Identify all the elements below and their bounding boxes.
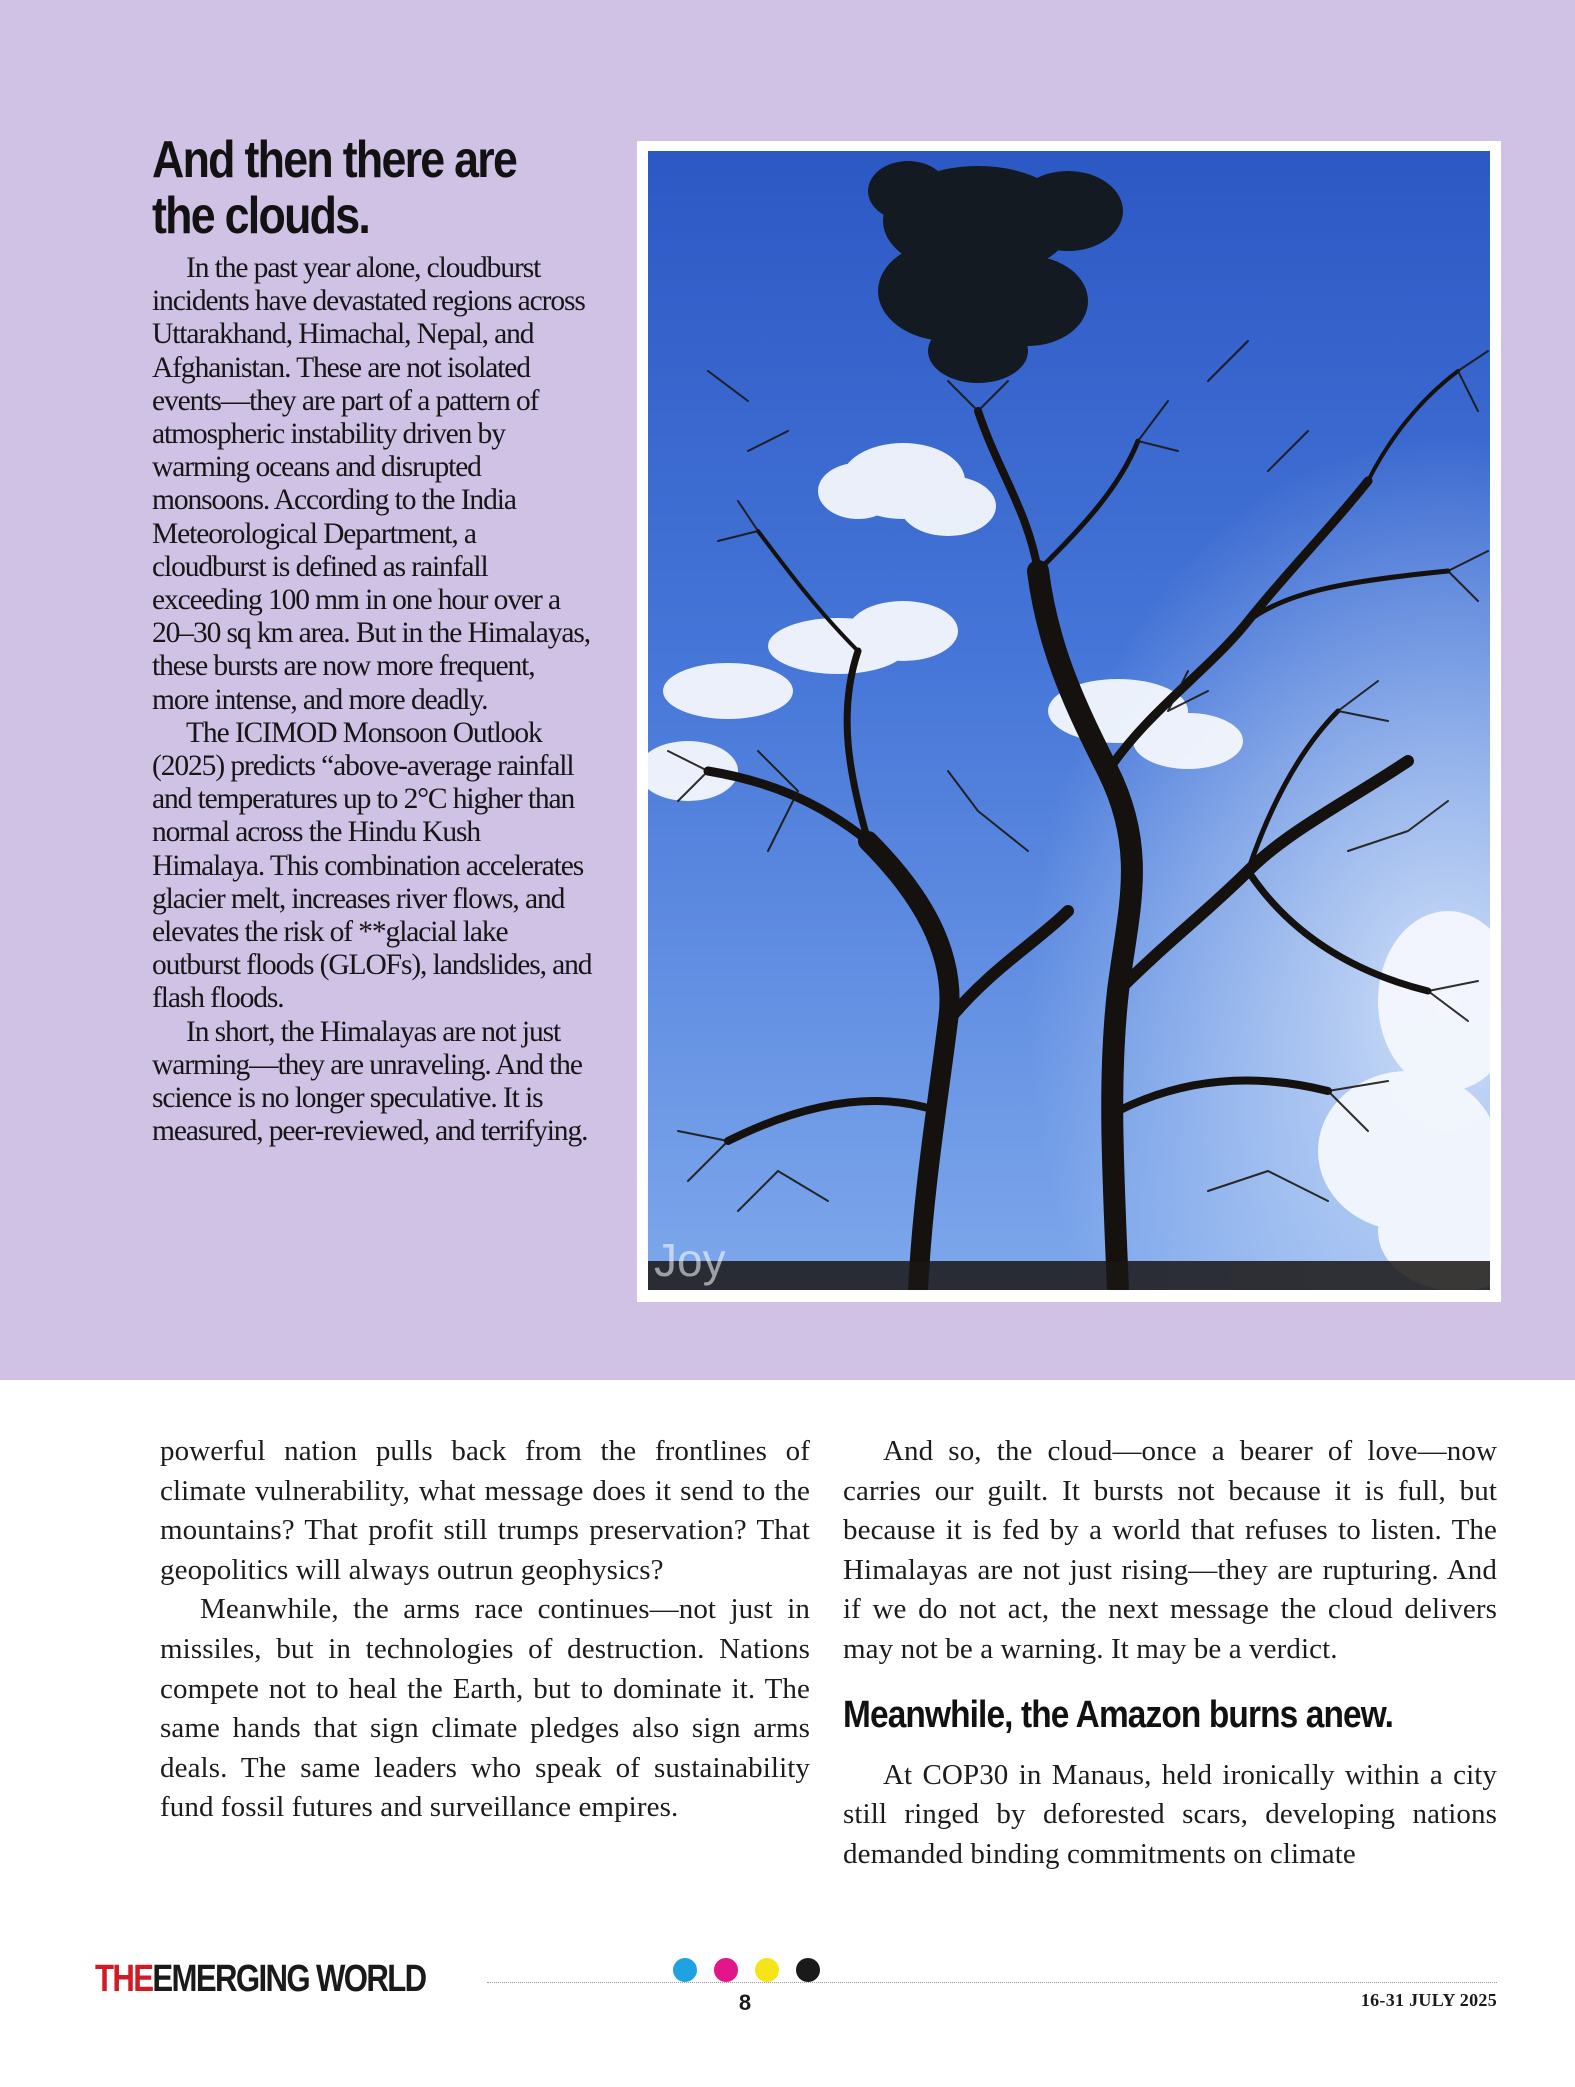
sidebar-heading bbox=[152, 132, 599, 244]
registration-marks bbox=[673, 1958, 820, 1982]
right-column bbox=[843, 1432, 1497, 1874]
body-paragraph: Meanwhile, the arms race continues—not just in missiles, but in technologies of destruction. Nations compete not to heal the Earth, but to dominate it. The same hands that sign climate pledges also sign arms deals. The same leaders who speak of sustainability fund fossil futures and surveillance empires. bbox=[160, 1593, 810, 1824]
logo-emerging-world: EMERGING WORLD bbox=[152, 1958, 426, 2000]
sidebar-body bbox=[152, 252, 594, 1148]
sidebar-paragraph: In short, the Himalayas are not just warming—they are unraveling. And the science is no longer speculative. It is measured, peer-reviewed, and terrifying. bbox=[152, 1015, 588, 1148]
section-heading: Meanwhile, the Amazon burns anew. bbox=[843, 1693, 1394, 1736]
photo-illustration bbox=[648, 151, 1490, 1290]
registration-dot-yellow bbox=[755, 1958, 779, 1982]
registration-dot-cyan bbox=[673, 1958, 697, 1982]
registration-dot-magenta bbox=[714, 1958, 738, 1982]
page-number: 8 bbox=[738, 1990, 752, 2015]
sidebar-article bbox=[152, 132, 594, 1148]
logo-the: THE bbox=[95, 1958, 153, 2000]
body-paragraph: At COP30 in Manaus, held ironically within a city still ringed by deforested scars, developing nations demanded binding commitments on climate bbox=[843, 1758, 1497, 1870]
sidebar-heading-line2: the clouds. bbox=[152, 187, 370, 245]
tree-sky-photo bbox=[637, 141, 1501, 1302]
photo-watermark: Joy bbox=[654, 1234, 726, 1286]
footer-divider bbox=[487, 1982, 1497, 1983]
publication-logo bbox=[95, 1958, 425, 2001]
sidebar-paragraph: In the past year alone, cloudburst incidents have devastated regions across Uttarakhand, Himachal, Nepal, and Afghanistan. These are not isolated events—they are part of a pattern of atmospheric instability driven by warming oceans and disrupted monsoons. According to the India Meteorological Department, a cloudburst is defined as rainfall exceeding 100 mm in one hour over a 20–30 sq km area. But in the Himalayas, these bursts are now more frequent, more intense, and more deadly. bbox=[152, 252, 591, 716]
left-column bbox=[160, 1432, 810, 1828]
sidebar-paragraph: The ICIMOD Monsoon Outlook (2025) predicts “above-average rainfall and temperatures up to 2°C higher than normal across the Hindu Kush Himalaya. This combination accelerates glacier melt, increases river flows, and elevates the risk of **glacial lake outburst floods (GLOFs), landslides, and flash floods. bbox=[152, 716, 592, 1015]
issue-date: 16-31 JULY 2025 bbox=[1360, 1990, 1497, 2010]
body-paragraph: powerful nation pulls back from the frontlines of climate vulnerability, what message does it send to the mountains? That profit still trumps preservation? That geopolitics will always outrun geophysics? bbox=[160, 1435, 810, 1586]
body-paragraph: And so, the cloud—once a bearer of love—now carries our guilt. It bursts not because it is full, but because it is fed by a world that refuses to listen. The Himalayas are not just rising—they are rupturing. And if we do not act, the next message the cloud delivers may not be a warning. It may be a verdict. bbox=[843, 1435, 1497, 1665]
sidebar-heading-line1: And then there are bbox=[152, 131, 517, 189]
registration-dot-black bbox=[796, 1958, 820, 1982]
